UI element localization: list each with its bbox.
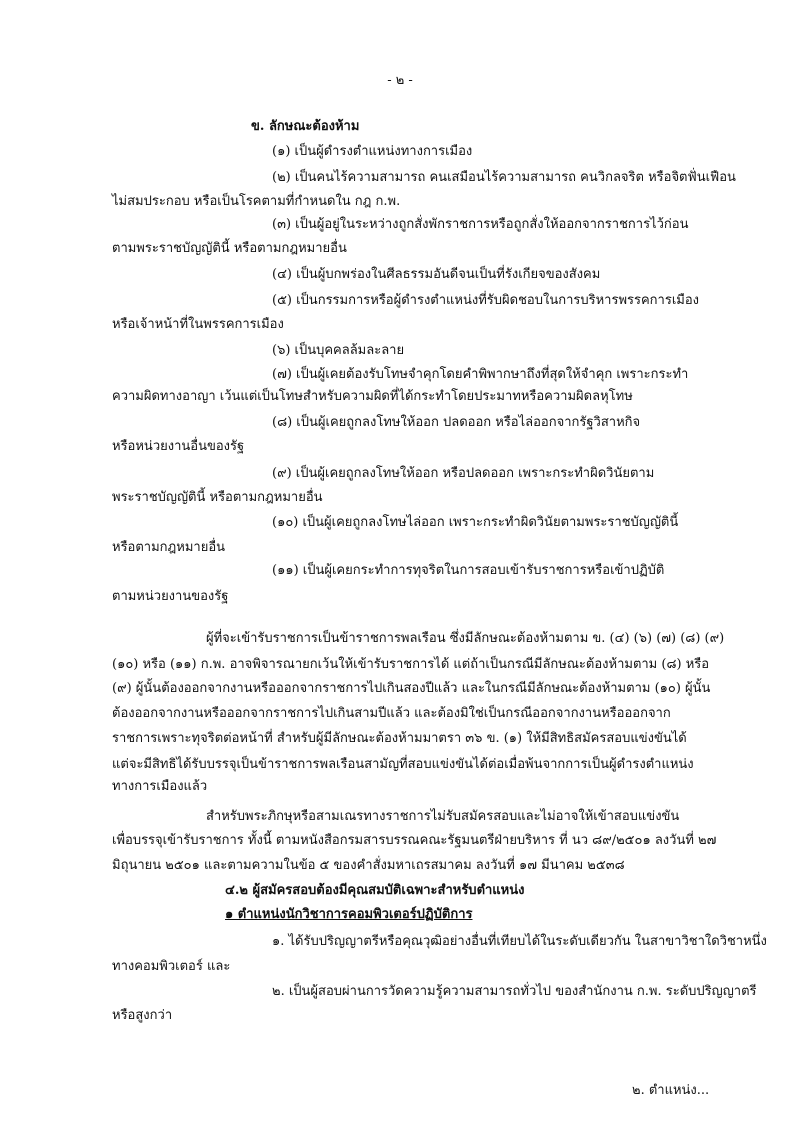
position-title — [225, 906, 472, 924]
section-4-2-heading: ๔.๒ ผู้สมัครสอบต้องมีคุณสมบัติเฉพาะสำหรับตำแหน่ง — [225, 883, 525, 898]
kho-item-8-cont: หรือหน่วยงานอื่นของรัฐ — [112, 439, 245, 454]
kho-item-3: (๓) เป็นผู้อยู่ในระหว่างถูกสั่งพักราชการหรือถูกสั่งให้ออกจากราชการไว้ก่อน — [272, 217, 689, 232]
section-kho-heading: ข. ลักษณะต้องห้าม — [251, 119, 360, 134]
requirement-2: ๒. เป็นผู้สอบผ่านการวัดความรู้ความสามารถทั่วไป ของสำนักงาน ก.พ. ระดับปริญญาตรี — [272, 984, 757, 999]
monks-line-1: สำหรับพระภิกษุหรือสามเณรทางราชการไม่รับสมัครสอบและไม่อาจให้เข้าสอบแข่งขัน — [206, 809, 680, 824]
kho-item-6: (๖) เป็นบุคคลล้มละลาย — [272, 343, 405, 358]
page-number: - ๒ - — [387, 73, 413, 88]
kho-item-7: (๗) เป็นผู้เคยต้องรับโทษจำคุกโดยคำพิพากษาถึงที่สุดให้จำคุก เพราะกระทำ — [272, 367, 689, 382]
position-title-text: ๑ ตำแหน่งนักวิชาการคอมพิวเตอร์ปฏิบัติการ — [225, 907, 473, 922]
requirement-1-cont: ทางคอมพิวเตอร์ และ — [112, 959, 231, 974]
kho-item-9: (๙) เป็นผู้เคยถูกลงโทษให้ออก หรือปลดออก เพราะกระทำผิดวินัยตาม — [272, 466, 655, 481]
kho-item-1: (๑) เป็นผู้ดำรงตำแหน่งทางการเมือง — [272, 144, 473, 159]
kho-item-3-cont: ตามพระราชบัญญัตินี้ หรือตามกฎหมายอื่น — [112, 241, 347, 256]
monks-line-3: มิถุนายน ๒๕๐๑ และตามความในข้อ ๕ ของคำสั่งมหาเถรสมาคม ลงวันที่ ๑๗ มีนาคม ๒๕๓๘ — [112, 858, 625, 873]
kho-item-9-cont: พระราชบัญญัตินี้ หรือตามกฎหมายอื่น — [112, 490, 323, 505]
kho-item-7-cont: ความผิดทางอาญา เว้นแต่เป็นโทษสำหรับความผิดที่ได้กระทำโดยประมาทหรือความผิดลหุโทษ — [112, 389, 633, 404]
exemption-line-1: ผู้ที่จะเข้ารับราชการเป็นข้าราชการพลเรือน ซึ่งมีลักษณะต้องห้ามตาม ข. (๔) (๖) (๗) (๘) (๙) — [206, 631, 725, 646]
kho-item-2-cont: ไม่สมประกอบ หรือเป็นโรคตามที่กำหนดใน กฎ ก.พ. — [112, 194, 401, 209]
requirement-2-cont: หรือสูงกว่า — [112, 1008, 173, 1023]
exemption-line-2: (๑๐) หรือ (๑๑) ก.พ. อาจพิจารณายกเว้นให้เข้ารับราชการได้ แต่ถ้าเป็นกรณีมีลักษณะต้องห้ามตาม (๘) หรือ — [112, 657, 710, 672]
kho-item-8: (๘) เป็นผู้เคยถูกลงโทษให้ออก ปลดออก หรือไล่ออกจากรัฐวิสาหกิจ — [272, 415, 641, 430]
kho-item-11: (๑๑) เป็นผู้เคยกระทำการทุจริตในการสอบเข้ารับราชการหรือเข้าปฏิบัติ — [272, 563, 665, 578]
exemption-line-7: ทางการเมืองแล้ว — [112, 779, 208, 794]
monks-line-2: เพื่อบรรจุเข้ารับราชการ ทั้งนี้ ตามหนังสือกรมสารบรรณคณะรัฐมนตรีฝ่ายบริหาร ที่ นว ๘๙/๒๕๐๑ ลงวันที่ ๒๗ — [112, 833, 717, 848]
requirement-1: ๑. ได้รับปริญญาตรีหรือคุณวุฒิอย่างอื่นที่เทียบได้ในระดับเดียวกัน ในสาขาวิชาใดวิชาหนึ่ง — [272, 934, 767, 949]
exemption-line-4: ต้องออกจากงานหรือออกจากราชการไปเกินสามปีแล้ว และต้องมิใช่เป็นกรณีออกจากงานหรือออกจาก — [112, 706, 671, 721]
kho-item-11-cont: ตามหน่วยงานของรัฐ — [112, 589, 229, 604]
kho-item-5: (๕) เป็นกรรมการหรือผู้ดำรงตำแหน่งที่รับผิดชอบในการบริหารพรรคการเมือง — [272, 293, 700, 308]
kho-item-10-cont: หรือตามกฎหมายอื่น — [112, 540, 226, 555]
kho-item-4: (๔) เป็นผู้บกพร่องในศีลธรรมอันดีจนเป็นที่รังเกียจของสังคม — [272, 267, 601, 282]
exemption-line-6: แต่จะมีสิทธิได้รับบรรจุเป็นข้าราชการพลเรือนสามัญที่สอบแข่งขันได้ต่อเมื่อพ้นจากการเป็นผู้ดำรงตำแหน่ง — [112, 757, 694, 772]
kho-item-5-cont: หรือเจ้าหน้าที่ในพรรคการเมือง — [112, 317, 284, 332]
kho-item-2: (๒) เป็นคนไร้ความสามารถ คนเสมือนไร้ความสามารถ คนวิกลจริต หรือจิตฟั่นเฟือน — [272, 170, 736, 185]
exemption-line-3: (๙) ผู้นั้นต้องออกจากงานหรือออกจากราชการไปเกินสองปีแล้ว และในกรณีมีลักษณะต้องห้ามตาม (๑๐) ผู้นั้น — [112, 681, 711, 696]
kho-item-10: (๑๐) เป็นผู้เคยถูกลงโทษไล่ออก เพราะกระทำผิดวินัยตามพระราชบัญญัตินี้ — [272, 515, 679, 530]
footer-continuation: ๒. ตำแหน่ง... — [632, 1083, 710, 1098]
exemption-line-5: ราชการเพราะทุจริตต่อหน้าที่ สำหรับผู้มีลักษณะต้องห้ามมาตรา ๓๖ ข. (๑) ให้มีสิทธิสมัครสอบแข่งขันได้ — [112, 731, 687, 746]
